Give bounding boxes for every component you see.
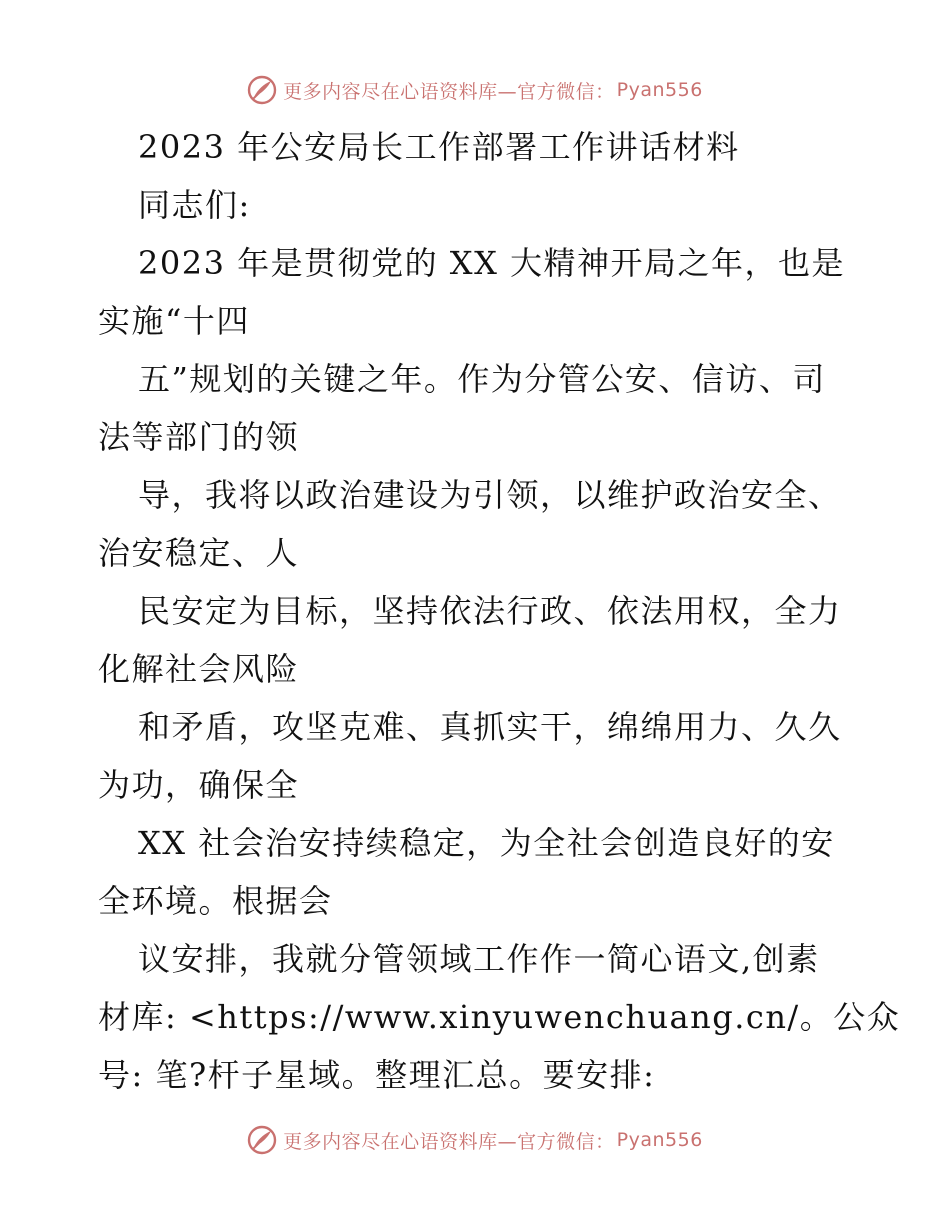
paragraph-line: 议安排，我就分管领域工作作一简心语文,创素 bbox=[138, 940, 820, 978]
watermark-footer bbox=[0, 1120, 950, 1160]
salutation: 同志们: bbox=[138, 186, 251, 224]
document-body bbox=[98, 118, 901, 1104]
paragraph-line: 五”规划的关键之年。作为分管公安、信访、司 bbox=[138, 360, 826, 398]
watermark-text: 更多内容尽在心语资料库—官方微信： bbox=[283, 80, 615, 103]
watermark-text: 更多内容尽在心语资料库—官方微信： bbox=[283, 1130, 615, 1153]
paragraph-line: 治安稳定、人 bbox=[98, 534, 300, 572]
paragraph-line: 为功，确保全 bbox=[98, 766, 300, 804]
paragraph-line: 材库: <https://www.xinyuwenchuang.cn/。公众 bbox=[98, 998, 901, 1036]
paragraph-line: 2023 年是贯彻党的 XX 大精神开局之年，也是 bbox=[138, 244, 846, 282]
paragraph-line: XX 社会治安持续稳定，为全社会创造良好的安 bbox=[138, 824, 835, 862]
paragraph-line: 法等部门的领 bbox=[98, 418, 300, 456]
watermark-wechat-id: Pyan556 bbox=[616, 79, 703, 101]
quill-logo-icon bbox=[247, 75, 277, 105]
watermark-wechat-id: Pyan556 bbox=[616, 1129, 703, 1151]
paragraph-line: 实施“十四 bbox=[98, 302, 250, 340]
paragraph-line: 民安定为目标，坚持依法行政、依法用权，全力 bbox=[138, 592, 842, 630]
quill-logo-icon bbox=[247, 1125, 277, 1155]
paragraph-line: 全环境。根据会 bbox=[98, 882, 333, 920]
watermark-header bbox=[0, 70, 950, 110]
paragraph-line: 导，我将以政治建设为引领，以维护政治安全、 bbox=[138, 476, 842, 514]
paragraph-line: 化解社会风险 bbox=[98, 650, 300, 688]
paragraph-line: 号: 笔?杆子星域。整理汇总。要安排: bbox=[98, 1056, 656, 1094]
paragraph-line: 和矛盾，攻坚克难、真抓实干，绵绵用力、久久 bbox=[138, 708, 842, 746]
document-title: 2023 年公安局长工作部署工作讲话材料 bbox=[138, 128, 740, 166]
